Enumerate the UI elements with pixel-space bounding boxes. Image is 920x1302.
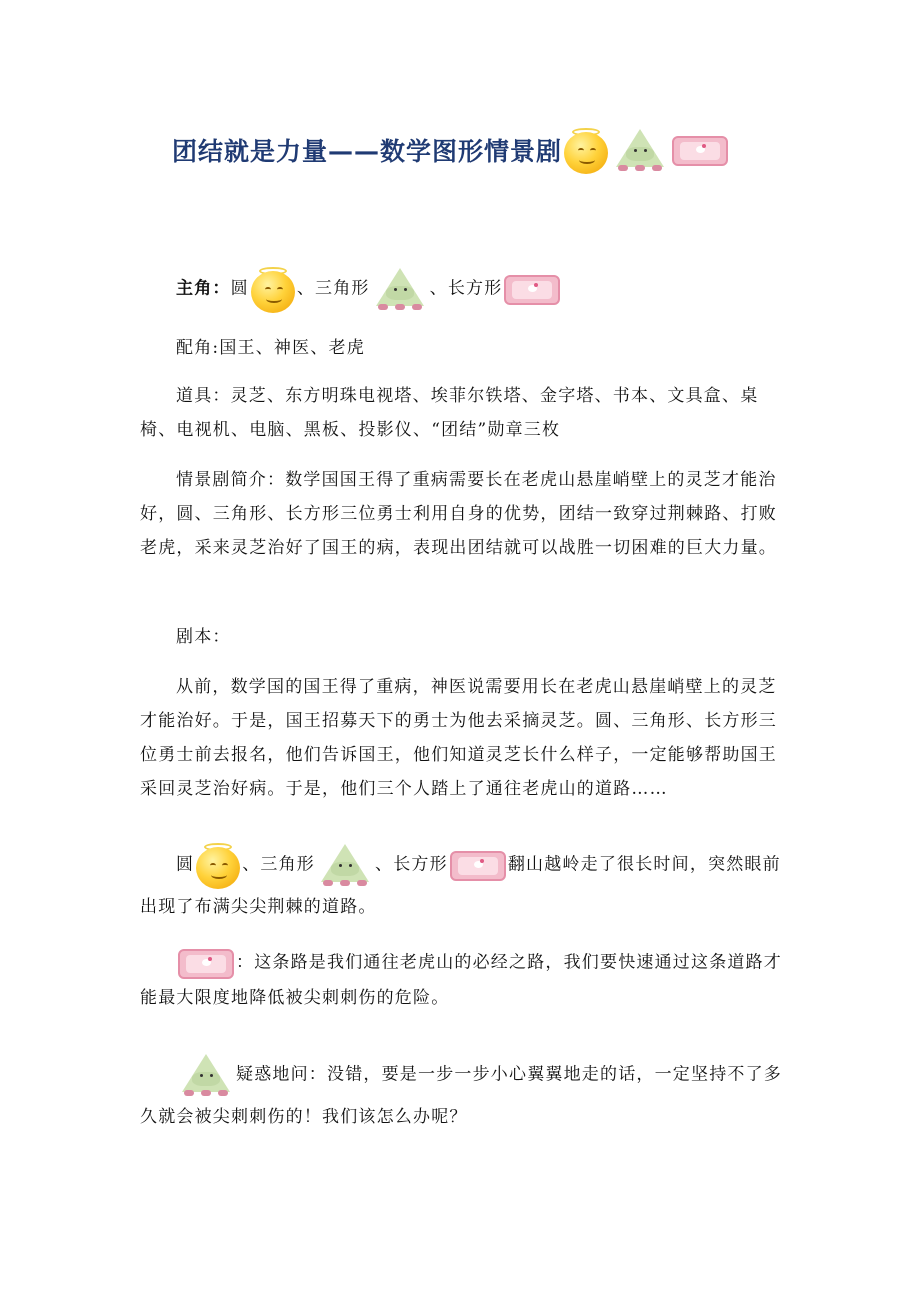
summary-paragraph: 情景剧简介：数学国国王得了重病需要长在老虎山悬崖峭壁上的灵芝才能治好，圆、三角形、长方形三位勇士利用自身的优势，团结一致穿过荆棘路、打败老虎，采来灵芝治好了国王的病，表现出团结就可以战胜一切困难的巨大力量。 [140, 470, 777, 558]
rectangle-character-icon [176, 945, 236, 981]
document-title [172, 120, 792, 180]
rectangle-line-text: ：这条路是我们通往老虎山的必经之路，我们要快速通过这条道路才能最大限度地降低被尖刺刺伤的危险。 [140, 952, 782, 1008]
cast-paragraph [140, 264, 790, 314]
sun-circle-icon [562, 126, 610, 174]
cast-circle: 圆 [230, 278, 249, 299]
rectangle-line [140, 945, 790, 1015]
scene-paragraph [140, 840, 790, 924]
title-text: 团结就是力量——数学图形情景剧 [172, 137, 563, 166]
scene-sep2: 、长方形 [375, 854, 448, 875]
rectangle-character-icon [448, 847, 508, 883]
triangle-character-icon [370, 264, 430, 314]
triangle-line [140, 1050, 790, 1134]
script-label: 剧本： [176, 627, 231, 647]
scene-sep1: 、三角形 [242, 854, 316, 875]
cast-label: 主角： [176, 278, 231, 299]
sun-circle-icon [194, 841, 242, 889]
triangle-character-icon [315, 840, 375, 890]
sun-circle-icon [249, 265, 297, 313]
scene-text: 翻山越岭走了很长时间，突然眼前出现了布满尖尖荆棘的道路。 [140, 854, 781, 917]
triangle-character-icon [610, 125, 670, 175]
triangle-character-icon [176, 1050, 236, 1100]
triangle-line-text: 疑惑地问：没错，要是一步一步小心翼翼地走的话，一定坚持不了多久就会被尖刺刺伤的！我们该怎么办呢？ [140, 1064, 782, 1127]
cast-sep1: 、三角形 [296, 278, 370, 299]
scene-circle: 圆 [176, 854, 195, 875]
rectangle-character-icon [670, 132, 730, 168]
story-paragraph: 从前，数学国的国王得了重病，神医说需要用长在老虎山悬崖峭壁上的灵芝才能治好。于是，国王招募天下的勇士为他去采摘灵芝。圆、三角形、长方形三位勇士前去报名，他们告诉国王，他们知道灵芝长什么样子，一定能够帮助国王采回灵芝治好病。于是，他们三个人踏上了通往老虎山的道路…… [140, 677, 777, 799]
rectangle-character-icon [502, 271, 562, 307]
supporting-cast: 配角:国王、神医、老虎 [176, 338, 365, 358]
cast-sep2: 、长方形 [429, 278, 503, 299]
props-paragraph: 道具：灵芝、东方明珠电视塔、埃菲尔铁塔、金字塔、书本、文具盒、桌椅、电视机、电脑、黑板、投影仪、“团结”勋章三枚 [140, 386, 759, 440]
